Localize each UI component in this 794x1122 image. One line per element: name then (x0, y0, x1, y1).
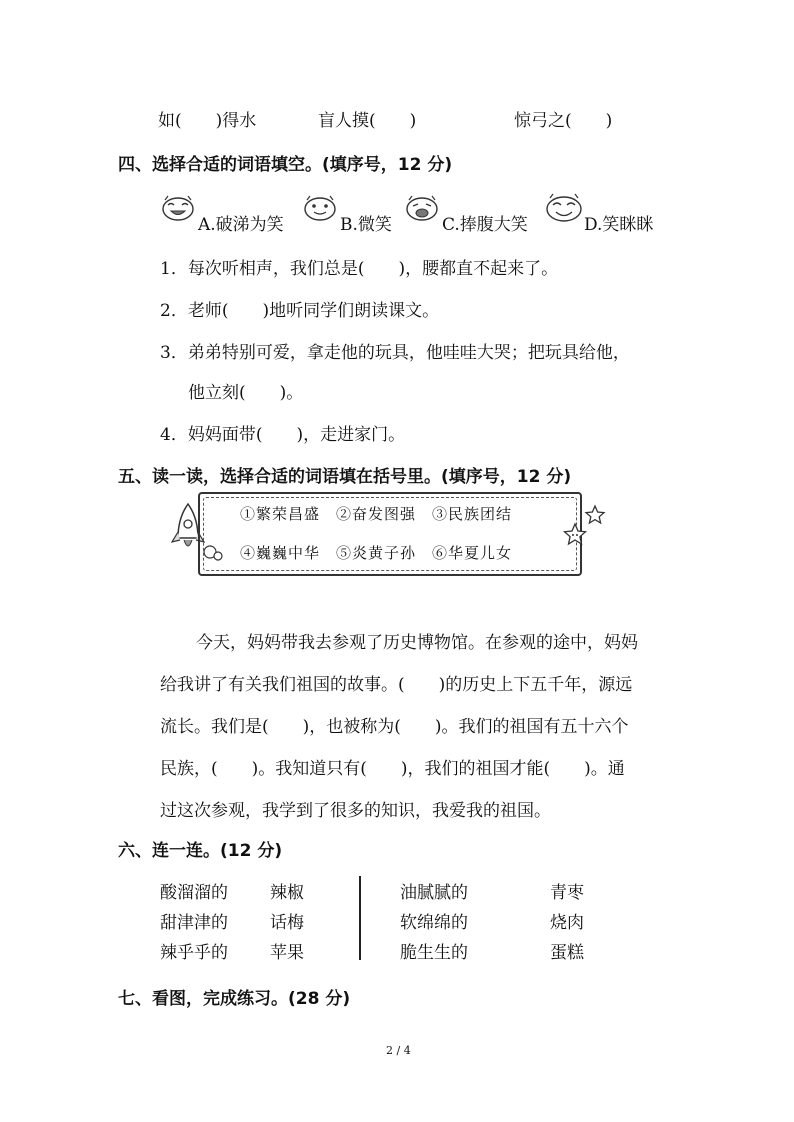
question-2: 2．老师( )地听同学们朗读课文。 (160, 301, 440, 321)
idiom-2: 盲人摸( ) (318, 111, 417, 131)
match-right-adj-2: 软绵绵的 (400, 913, 468, 933)
match-left-noun-3: 苹果 (270, 943, 304, 963)
option-a: A.破涕为笑 (198, 215, 284, 235)
match-right-adj-3: 脆生生的 (400, 943, 468, 963)
paragraph-line-4: 民族，( )。我知道只有( )，我们的祖国才能( )。通 (160, 759, 625, 779)
page-number: 2 / 4 (386, 1044, 411, 1057)
section-4-heading: 四、选择合适的词语填空。(填序号，12 分) (118, 155, 453, 175)
squinting-face-icon (544, 192, 584, 224)
question-3-line-2: 他立刻( )。 (188, 383, 304, 403)
section-7-heading: 七、看图，完成练习。(28 分) (118, 989, 351, 1009)
paragraph-line-5: 过这次参观，我学到了很多的知识，我爱我的祖国。 (160, 801, 551, 821)
match-left-noun-2: 话梅 (270, 913, 304, 933)
match-left-adj-1: 酸溜溜的 (160, 883, 228, 903)
paragraph-line-3: 流长。我们是( )，也被称为( )。我们的祖国有五十六个 (160, 717, 629, 737)
question-4: 4．妈妈面带( )，走进家门。 (160, 425, 406, 445)
match-right-adj-1: 油腻腻的 (400, 883, 468, 903)
match-divider (359, 876, 361, 960)
word-bank-row-2: ④巍巍中华 ⑤炎黄子孙 ⑥华夏儿女 (240, 544, 513, 562)
option-d: D.笑眯眯 (584, 215, 654, 235)
section-6-heading: 六、连一连。(12 分) (118, 841, 283, 861)
match-left-adj-2: 甜津津的 (160, 913, 228, 933)
match-right-noun-3: 蛋糕 (550, 943, 584, 963)
idiom-1: 如( )得水 (158, 111, 257, 131)
word-bank-row-1: ①繁荣昌盛 ②奋发图强 ③民族团结 (240, 505, 513, 523)
question-3-line-1: 3．弟弟特别可爱，拿走他的玩具，他哇哇大哭；把玩具给他， (160, 343, 630, 363)
laughing-face-icon (160, 194, 196, 222)
paragraph-line-2: 给我讲了有关我们祖国的故事。( )的历史上下五千年，源远 (160, 675, 633, 695)
option-c: C.捧腹大笑 (442, 215, 528, 235)
star-icon-2 (562, 522, 588, 548)
question-1: 1．每次听相声，我们总是( )，腰都直不起来了。 (160, 259, 559, 279)
match-right-noun-1: 青枣 (550, 883, 584, 903)
match-right-noun-2: 烧肉 (550, 913, 584, 933)
option-b: B.微笑 (340, 215, 392, 235)
idiom-3: 惊弓之( ) (514, 111, 613, 131)
match-left-noun-1: 辣椒 (270, 883, 304, 903)
match-left-adj-3: 辣乎乎的 (160, 943, 228, 963)
section-5-heading: 五、读一读，选择合适的词语填在括号里。(填序号，12 分) (118, 467, 572, 487)
big-laugh-face-icon (404, 194, 440, 222)
smiling-face-icon (302, 194, 338, 222)
paragraph-line-1: 今天，妈妈带我去参观了历史博物馆。在参观的途中，妈妈 (196, 633, 638, 653)
